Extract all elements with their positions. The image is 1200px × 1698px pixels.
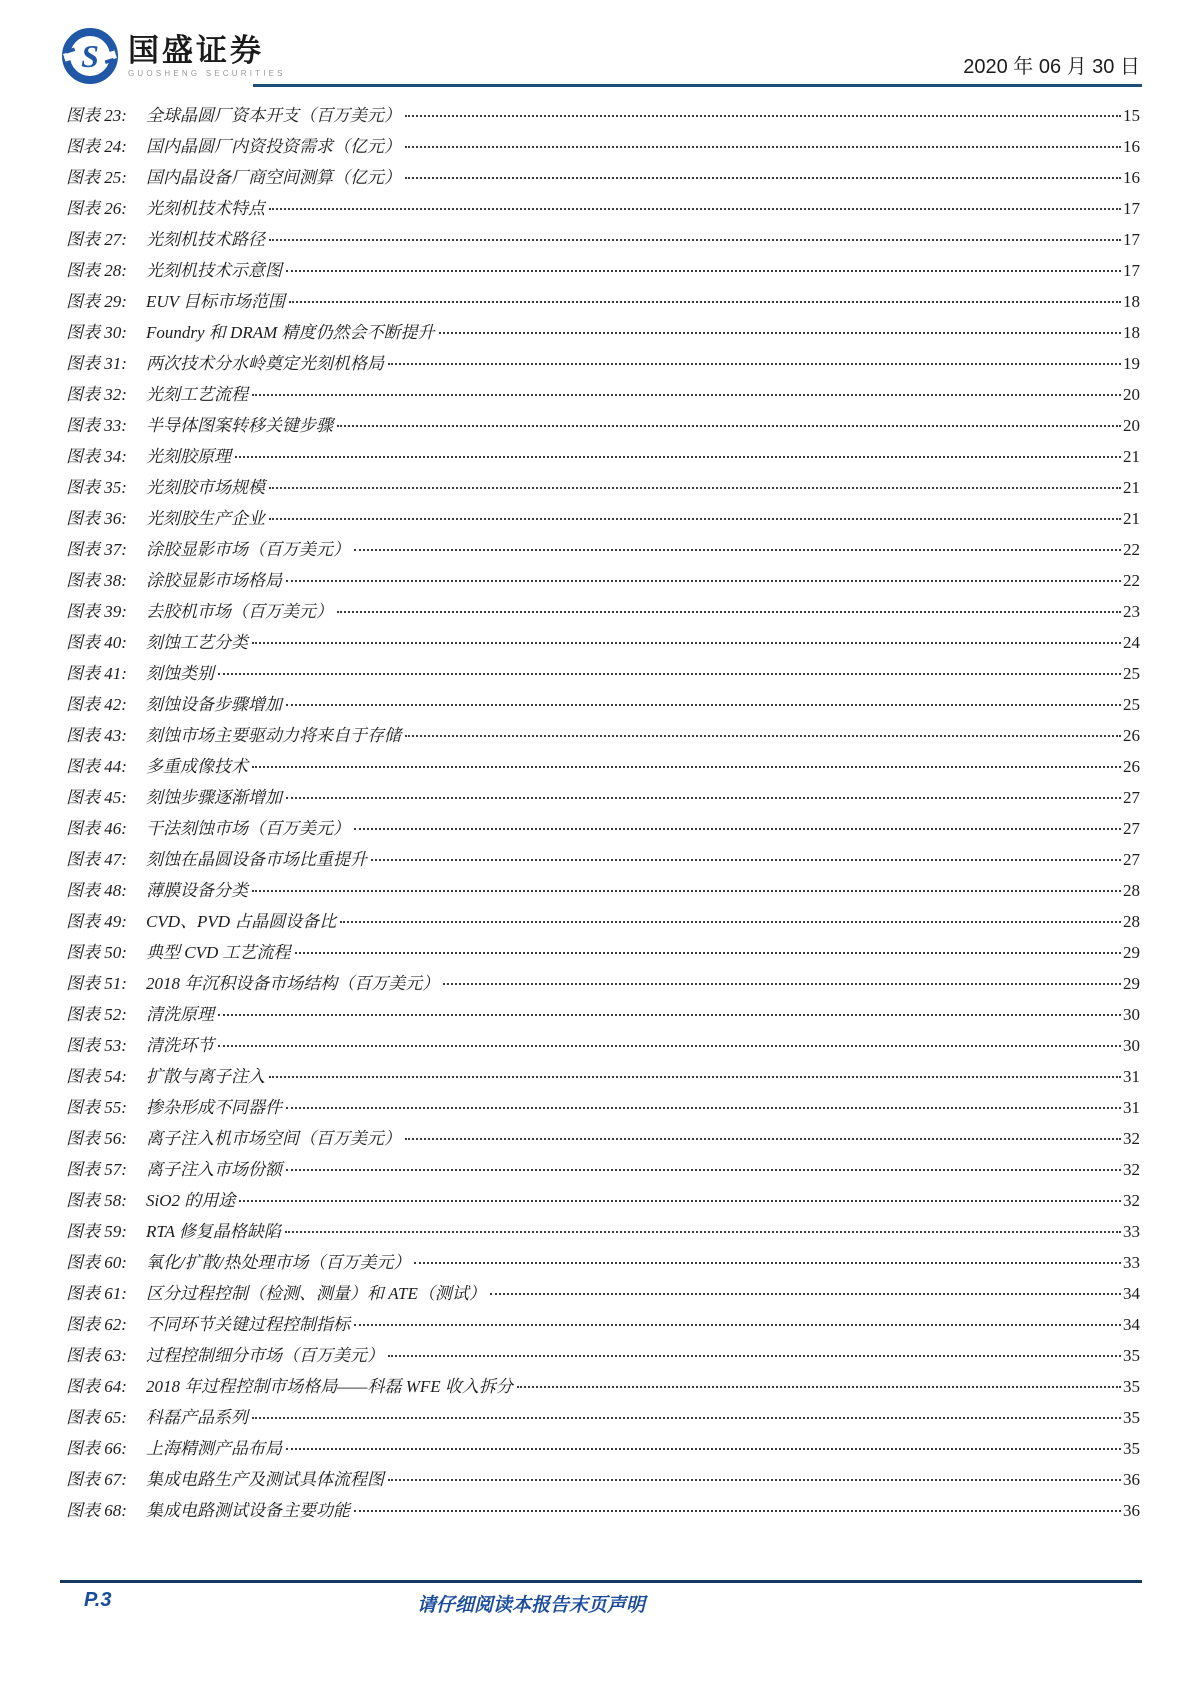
toc-entry-label: 图表 39: (66, 602, 127, 621)
toc-entry-page: 26 (1123, 726, 1140, 745)
toc-entry-title: 清洗原理 (146, 1005, 214, 1024)
toc-leader-dots (252, 394, 1121, 396)
toc-leader-dots (286, 704, 1121, 706)
toc-leader-dots (439, 332, 1121, 334)
toc-leader-dots (337, 611, 1121, 613)
toc-entry-title: 半导体图案转移关键步骤 (146, 416, 333, 435)
toc-leader-dots (252, 890, 1121, 892)
toc-entry-label: 图表 38: (66, 571, 127, 590)
toc-entry-title: 光刻机技术示意图 (146, 261, 282, 280)
toc-leader-dots (354, 1510, 1121, 1512)
toc-entry[interactable] (66, 194, 1140, 225)
toc-entry-page: 17 (1123, 261, 1140, 280)
toc-entry-label: 图表 43: (66, 726, 127, 745)
toc-entry[interactable] (66, 721, 1140, 752)
toc-entry-label: 图表 41: (66, 664, 127, 683)
toc-entry-label: 图表 49: (66, 912, 127, 931)
toc-entry-label: 图表 50: (66, 943, 127, 962)
toc-leader-dots (286, 1107, 1121, 1109)
toc-entry[interactable] (66, 473, 1140, 504)
toc-entry-page: 30 (1123, 1036, 1140, 1055)
toc-entry-label: 图表 67: (66, 1470, 127, 1489)
brand-name-cn: 国盛证券 (128, 32, 264, 68)
toc-entry-title: 掺杂形成不同器件 (146, 1098, 282, 1117)
toc-leader-dots (269, 239, 1121, 241)
toc-entry-page: 21 (1123, 478, 1140, 497)
toc-entry-label: 图表 58: (66, 1191, 127, 1210)
toc-entry-title: CVD、PVD 占晶圆设备比 (146, 912, 337, 931)
toc-leader-dots (405, 1138, 1121, 1140)
toc-entry-label: 图表 37: (66, 540, 127, 559)
toc-leader-dots (289, 301, 1121, 303)
toc-entry[interactable] (66, 907, 1140, 938)
toc-entry-label: 图表 33: (66, 416, 127, 435)
toc-entry-page: 35 (1123, 1439, 1140, 1458)
toc-leader-dots (218, 1045, 1121, 1047)
toc-entry-title: 涂胶显影市场格局 (146, 571, 282, 590)
toc-entry-title: 典型 CVD 工艺流程 (146, 943, 291, 962)
toc-entry-label: 图表 31: (66, 354, 127, 373)
toc-entry-page: 25 (1123, 695, 1140, 714)
toc-entry[interactable] (66, 1031, 1140, 1062)
toc-entry-label: 图表 45: (66, 788, 127, 807)
toc-entry-title: 刻蚀市场主要驱动力将来自于存储 (146, 726, 401, 745)
toc-entry[interactable] (66, 783, 1140, 814)
toc-leader-dots (490, 1293, 1121, 1295)
toc-entry-title: 光刻胶原理 (146, 447, 231, 466)
toc-entry[interactable] (66, 349, 1140, 380)
toc-entry-title: 刻蚀工艺分类 (146, 633, 248, 652)
toc-leader-dots (405, 115, 1121, 117)
toc-entry-label: 图表 52: (66, 1005, 127, 1024)
toc-entry-page: 15 (1123, 106, 1140, 125)
toc-leader-dots (405, 177, 1121, 179)
toc-leader-dots (405, 735, 1121, 737)
toc-entry-page: 20 (1123, 416, 1140, 435)
svg-text:S: S (81, 38, 99, 74)
toc-entry-title: 光刻胶市场规模 (146, 478, 265, 497)
toc-entry-label: 图表 30: (66, 323, 127, 342)
toc-entry-title: 涂胶显影市场（百万美元） (146, 540, 350, 559)
toc-entry-page: 22 (1123, 571, 1140, 590)
toc-entry-page: 22 (1123, 540, 1140, 559)
toc-entry-page: 23 (1123, 602, 1140, 621)
toc-entry-page: 30 (1123, 1005, 1140, 1024)
toc-entry-label: 图表 55: (66, 1098, 127, 1117)
toc-entry-label: 图表 44: (66, 757, 127, 776)
toc-entry-label: 图表 28: (66, 261, 127, 280)
toc-leader-dots (337, 425, 1121, 427)
toc-entry-page: 35 (1123, 1377, 1140, 1396)
toc-entry[interactable] (66, 1341, 1140, 1372)
toc-entry-label: 图表 64: (66, 1377, 127, 1396)
toc-entry[interactable] (66, 845, 1140, 876)
toc-entry-title: 光刻机技术路径 (146, 230, 265, 249)
footer-disclaimer: 请仔细阅读本报告末页声明 (416, 1595, 645, 1616)
toc-entry[interactable] (66, 1496, 1140, 1527)
toc-entry-label: 图表 48: (66, 881, 127, 900)
toc-entry-page: 32 (1123, 1129, 1140, 1148)
toc-entry-title: 薄膜设备分类 (146, 881, 248, 900)
toc-entry[interactable] (66, 287, 1140, 318)
brand-name-en: GUOSHENG SECURITIES (128, 69, 286, 79)
toc-entry-title: 清洗环节 (146, 1036, 214, 1055)
toc-entry-page: 36 (1123, 1470, 1140, 1489)
toc-entry-title: 2018 年沉积设备市场结构（百万美元） (146, 974, 440, 993)
toc-leader-dots (295, 952, 1122, 954)
toc-leader-dots (414, 1262, 1121, 1264)
toc-entry-title: 扩散与离子注入 (146, 1067, 265, 1086)
toc-leader-dots (286, 1448, 1121, 1450)
toc-entry-page: 27 (1123, 819, 1140, 838)
toc-entry-page: 27 (1123, 788, 1140, 807)
toc-entry-title: 光刻机技术特点 (146, 199, 265, 218)
toc-entry-label: 图表 61: (66, 1284, 127, 1303)
logo-text-block (128, 34, 286, 78)
report-header (0, 0, 1200, 92)
toc-entry-title: 干法刻蚀市场（百万美元） (146, 819, 350, 838)
toc-entry[interactable] (66, 1279, 1140, 1310)
toc-entry-title: 国内晶圆厂内资投资需求（亿元） (146, 137, 401, 156)
toc-entry-label: 图表 51: (66, 974, 127, 993)
toc-leader-dots (285, 1231, 1121, 1233)
toc-entry[interactable] (66, 504, 1140, 535)
guosheng-logo (62, 28, 286, 84)
toc-entry-title: 两次技术分水岭奠定光刻机格局 (146, 354, 384, 373)
toc-entry[interactable] (66, 318, 1140, 349)
toc-entry-label: 图表 27: (66, 230, 127, 249)
toc-entry-page: 31 (1123, 1098, 1140, 1117)
toc-entry[interactable] (66, 876, 1140, 907)
toc-entry[interactable] (66, 163, 1140, 194)
toc-entry[interactable] (66, 1248, 1140, 1279)
toc-entry[interactable] (66, 225, 1140, 256)
toc-entry[interactable] (66, 659, 1140, 690)
toc-entry-page: 33 (1123, 1222, 1140, 1241)
toc-entry-page: 25 (1123, 664, 1140, 683)
toc-entry[interactable] (66, 969, 1140, 1000)
toc-entry-title: 2018 年过程控制市场格局——科磊 WFE 收入拆分 (146, 1377, 513, 1396)
footer-divider (60, 1580, 1142, 1583)
toc-entry-label: 图表 29: (66, 292, 127, 311)
toc-leader-dots (286, 580, 1121, 582)
toc-leader-dots (388, 363, 1121, 365)
toc-entry-title: 多重成像技术 (146, 757, 248, 776)
toc-entry-label: 图表 66: (66, 1439, 127, 1458)
toc-entry-title: 刻蚀类别 (146, 664, 214, 683)
toc-entry[interactable] (66, 1372, 1140, 1403)
toc-entry-label: 图表 46: (66, 819, 127, 838)
toc-leader-dots (354, 549, 1121, 551)
toc-entry[interactable] (66, 1186, 1140, 1217)
toc-entry-title: 上海精测产品布局 (146, 1439, 282, 1458)
toc-entry-label: 图表 35: (66, 478, 127, 497)
toc-leader-dots (252, 766, 1121, 768)
toc-entry-page: 21 (1123, 509, 1140, 528)
toc-leader-dots (269, 1076, 1121, 1078)
toc-entry-page: 32 (1123, 1160, 1140, 1179)
toc-leader-dots (286, 797, 1121, 799)
toc-leader-dots (269, 208, 1121, 210)
toc-leader-dots (388, 1355, 1121, 1357)
toc-leader-dots (354, 1324, 1121, 1326)
toc-leader-dots (371, 859, 1121, 861)
toc-entry-label: 图表 63: (66, 1346, 127, 1365)
guosheng-logo-icon (62, 28, 118, 84)
toc-entry-label: 图表 57: (66, 1160, 127, 1179)
toc-entry-page: 21 (1123, 447, 1140, 466)
toc-entry-title: 光刻胶生产企业 (146, 509, 265, 528)
toc-leader-dots (269, 518, 1121, 520)
toc-entry-title: 全球晶圆厂资本开支（百万美元） (146, 106, 401, 125)
toc-entry-page: 27 (1123, 850, 1140, 869)
toc-entry-label: 图表 62: (66, 1315, 127, 1334)
toc-leader-dots (218, 1014, 1121, 1016)
toc-entry-page: 29 (1123, 974, 1140, 993)
toc-entry-page: 31 (1123, 1067, 1140, 1086)
toc-entry-page: 33 (1123, 1253, 1140, 1272)
toc-entry[interactable] (66, 1434, 1140, 1465)
toc-entry-label: 图表 47: (66, 850, 127, 869)
toc-entry-page: 24 (1123, 633, 1140, 652)
toc-entry[interactable] (66, 1217, 1140, 1248)
toc-entry-label: 图表 24: (66, 137, 127, 156)
toc-entry-title: 过程控制细分市场（百万美元） (146, 1346, 384, 1365)
toc-entry-label: 图表 54: (66, 1067, 127, 1086)
toc-entry[interactable] (66, 442, 1140, 473)
toc-entry-title: EUV 目标市场范围 (146, 292, 285, 311)
toc-entry-label: 图表 25: (66, 168, 127, 187)
toc-leader-dots (388, 1479, 1121, 1481)
toc-entry[interactable] (66, 690, 1140, 721)
toc-entry[interactable] (66, 1124, 1140, 1155)
toc-entry-title: 刻蚀设备步骤增加 (146, 695, 282, 714)
toc-entry-title: 区分过程控制（检测、测量）和 ATE（测试） (146, 1284, 486, 1303)
toc-entry[interactable] (66, 566, 1140, 597)
header-divider (253, 84, 1142, 87)
toc-entry[interactable] (66, 1310, 1140, 1341)
toc-leader-dots (286, 270, 1121, 272)
toc-entry[interactable] (66, 1062, 1140, 1093)
toc-entry[interactable] (66, 814, 1140, 845)
toc-entry-title: 光刻工艺流程 (146, 385, 248, 404)
toc-leader-dots (517, 1386, 1121, 1388)
toc-entry-page: 18 (1123, 292, 1140, 311)
toc-entry[interactable] (66, 411, 1140, 442)
toc-entry-title: 刻蚀步骤逐渐增加 (146, 788, 282, 807)
toc-entry[interactable] (66, 1093, 1140, 1124)
toc-entry-label: 图表 68: (66, 1501, 127, 1520)
toc-entry-title: RTA 修复晶格缺陷 (146, 1222, 281, 1241)
toc-entry-title: 集成电路生产及测试具体流程图 (146, 1470, 384, 1489)
toc-entry-page: 35 (1123, 1346, 1140, 1365)
toc-entry[interactable] (66, 1000, 1140, 1031)
toc-list (66, 101, 1140, 1527)
toc-entry-title: 国内晶设备厂商空间测算（亿元） (146, 168, 401, 187)
toc-entry-label: 图表 36: (66, 509, 127, 528)
toc-entry[interactable] (66, 752, 1140, 783)
toc-entry-page: 17 (1123, 199, 1140, 218)
toc-leader-dots (340, 921, 1121, 923)
toc-entry-title: SiO2 的用途 (146, 1191, 236, 1210)
toc-leader-dots (252, 1417, 1121, 1419)
report-footer (60, 1580, 1142, 1617)
toc-entry[interactable] (66, 256, 1140, 287)
toc-entry-title: 刻蚀在晶圆设备市场比重提升 (146, 850, 367, 869)
toc-entry[interactable] (66, 1403, 1140, 1434)
toc-leader-dots (239, 1200, 1121, 1202)
toc-entry[interactable] (66, 597, 1140, 628)
toc-entry-page: 18 (1123, 323, 1140, 342)
toc-entry-page: 28 (1123, 912, 1140, 931)
toc-entry-title: 集成电路测试设备主要功能 (146, 1501, 350, 1520)
toc-entry-title: 不同环节关键过程控制指标 (146, 1315, 350, 1334)
toc-entry-page: 29 (1123, 943, 1140, 962)
toc-entry-page: 16 (1123, 168, 1140, 187)
toc-entry-label: 图表 56: (66, 1129, 127, 1148)
toc-entry-label: 图表 26: (66, 199, 127, 218)
toc-leader-dots (235, 456, 1121, 458)
footer-row (60, 1589, 1142, 1617)
toc-leader-dots (218, 673, 1121, 675)
toc-entry[interactable] (66, 1155, 1140, 1186)
toc-entry-title: 离子注入机市场空间（百万美元） (146, 1129, 401, 1148)
toc-entry-label: 图表 42: (66, 695, 127, 714)
toc-entry-label: 图表 65: (66, 1408, 127, 1427)
toc-leader-dots (354, 828, 1121, 830)
toc-entry-label: 图表 34: (66, 447, 127, 466)
toc-entry-title: 离子注入市场份额 (146, 1160, 282, 1179)
toc-leader-dots (405, 146, 1121, 148)
report-date: 2020 年 06 月 30 日 (963, 56, 1140, 78)
toc-leader-dots (269, 487, 1121, 489)
toc-entry-page: 19 (1123, 354, 1140, 373)
toc-entry[interactable] (66, 938, 1140, 969)
toc-leader-dots (252, 642, 1121, 644)
toc-entry-title: Foundry 和 DRAM 精度仍然会不断提升 (146, 323, 435, 342)
toc-entry-page: 16 (1123, 137, 1140, 156)
toc-entry-page: 35 (1123, 1408, 1140, 1427)
toc-entry-label: 图表 60: (66, 1253, 127, 1272)
toc-entry-page: 26 (1123, 757, 1140, 776)
toc-entry-label: 图表 59: (66, 1222, 127, 1241)
toc-entry-title: 氧化/扩散/热处理市场（百万美元） (146, 1253, 411, 1272)
toc-entry-page: 28 (1123, 881, 1140, 900)
toc-entry-page: 34 (1123, 1315, 1140, 1334)
toc-entry-title: 科磊产品系列 (146, 1408, 248, 1427)
toc-entry[interactable] (66, 380, 1140, 411)
toc-entry-label: 图表 53: (66, 1036, 127, 1055)
toc-entry[interactable] (66, 101, 1140, 132)
toc-leader-dots (286, 1169, 1121, 1171)
page-number: P.3 (84, 1589, 112, 1611)
toc-entry-title: 去胶机市场（百万美元） (146, 602, 333, 621)
toc-entry-page: 20 (1123, 385, 1140, 404)
toc-entry-page: 32 (1123, 1191, 1140, 1210)
toc-entry-label: 图表 32: (66, 385, 127, 404)
toc-entry[interactable] (66, 132, 1140, 163)
toc-entry[interactable] (66, 535, 1140, 566)
toc-entry-label: 图表 23: (66, 106, 127, 125)
toc-entry-label: 图表 40: (66, 633, 127, 652)
toc-entry-page: 34 (1123, 1284, 1140, 1303)
toc-entry-page: 36 (1123, 1501, 1140, 1520)
toc-leader-dots (443, 983, 1121, 985)
toc-entry-page: 17 (1123, 230, 1140, 249)
toc-entry[interactable] (66, 1465, 1140, 1496)
toc-entry[interactable] (66, 628, 1140, 659)
